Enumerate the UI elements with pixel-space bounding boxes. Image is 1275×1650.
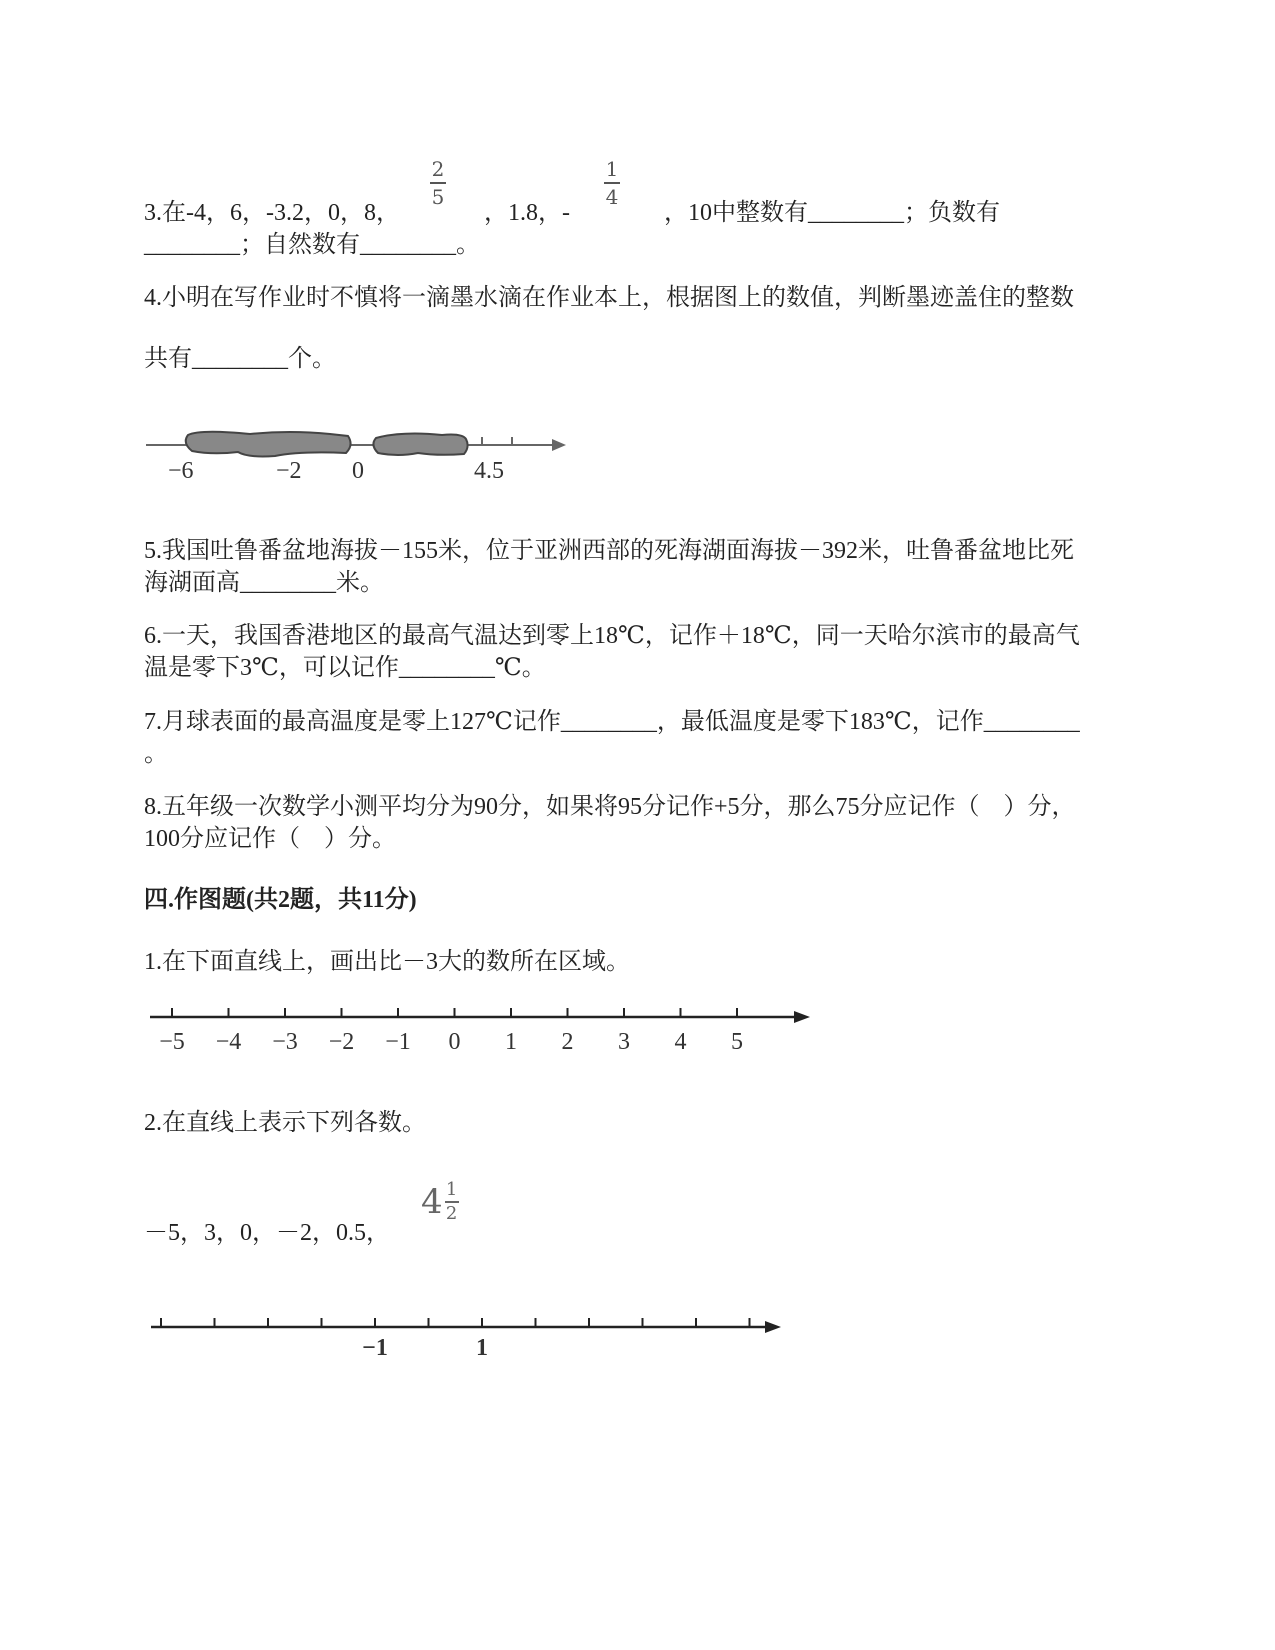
q4-line2: 共有________个。 — [144, 346, 336, 372]
axis-label-minus-6: −6 — [168, 458, 194, 484]
axis-label-4-5: 4.5 — [474, 458, 504, 484]
fraction-two-fifths — [430, 158, 446, 208]
number-line-minus5-to-5 — [140, 1005, 820, 1065]
fraction-bar — [604, 182, 620, 184]
axis-tick-label: −4 — [215, 1029, 242, 1055]
fraction-denominator: 5 — [431, 184, 445, 209]
d1-text: 1.在下面直线上，画出比－3大的数所在区域。 — [144, 949, 630, 975]
q6-line1: 6.一天，我国香港地区的最高气温达到零上18℃，记作＋18℃，同一天哈尔滨市的最高气 — [144, 623, 1080, 649]
arrow-head — [794, 1011, 810, 1023]
q5-line1: 5.我国吐鲁番盆地海拔－155米，位于亚洲西部的死海湖面海拔－392米，吐鲁番盆地比死 — [144, 538, 1074, 564]
fraction-numerator: 2 — [431, 157, 445, 181]
fraction-numerator: 1 — [605, 157, 619, 181]
d2-numbers: －5，3，0，－2，0.5， — [144, 1220, 390, 1246]
axis-tick-label: 5 — [731, 1029, 743, 1055]
axis-tick-label: 1 — [476, 1335, 488, 1361]
axis-tick-label: −2 — [328, 1029, 355, 1055]
q3-line1-part-b: ，1.8，- — [484, 200, 570, 226]
fraction-denominator: 4 — [605, 184, 619, 209]
section-heading: 四.作图题(共2题，共11分) — [144, 887, 417, 913]
axis-tick-label: −1 — [385, 1029, 411, 1055]
fraction-numerator: 1 — [445, 1179, 458, 1200]
axis-label-minus-2: −2 — [276, 458, 302, 484]
q4-line1: 4.小明在写作业时不慎将一滴墨水滴在作业本上，根据图上的数值，判断墨迹盖住的整数 — [144, 285, 1074, 311]
q6-line2: 温是零下3℃，可以记作________℃。 — [144, 655, 546, 681]
axis-label-zero: 0 — [352, 458, 364, 484]
q8-line1: 8.五年级一次数学小测平均分为90分，如果将95分记作+5分，那么75分应记作（ ）分， — [144, 794, 1076, 820]
axis-tick-label: 2 — [561, 1029, 574, 1055]
axis-tick-label: 3 — [618, 1029, 630, 1055]
arrow-head — [765, 1321, 781, 1333]
q3-line2: ________；自然数有________。 — [144, 232, 480, 258]
fraction-one-quarter — [604, 158, 620, 208]
mixed-whole: 4 — [421, 1181, 443, 1222]
q5-line2: 海湖面高________米。 — [144, 570, 384, 596]
q3-line1-part-a: 3.在-4，6，-3.2，0，8， — [144, 200, 400, 226]
d2-title: 2.在直线上表示下列各数。 — [144, 1110, 426, 1136]
axis-tick-label: −1 — [362, 1335, 388, 1361]
axis-tick-label: −5 — [159, 1029, 185, 1055]
q8-line2: 100分应记作（ ）分。 — [144, 826, 396, 852]
mixed-fraction — [445, 1180, 459, 1224]
ink-blot-left — [186, 432, 351, 457]
fraction-bar — [430, 182, 446, 184]
mixed-number-four-and-a-half — [421, 1180, 459, 1224]
axis-tick-label: 4 — [674, 1029, 687, 1055]
fraction-denominator: 2 — [445, 1202, 458, 1224]
q7-line2: 。 — [144, 741, 168, 767]
q3-line1-part-c: ，10中整数有________；负数有 — [664, 200, 1000, 226]
axis-tick-label: 1 — [505, 1029, 517, 1055]
axis-tick-label: 0 — [448, 1029, 461, 1055]
axis-tick-label: −3 — [272, 1029, 298, 1055]
ink-number-line-figure — [140, 425, 580, 495]
ink-blot-right — [373, 434, 467, 455]
number-line-blank — [145, 1315, 805, 1375]
arrow-head — [552, 439, 566, 451]
q7-line1: 7.月球表面的最高温度是零上127℃记作________，最低温度是零下183℃，记作________ — [144, 709, 1080, 735]
